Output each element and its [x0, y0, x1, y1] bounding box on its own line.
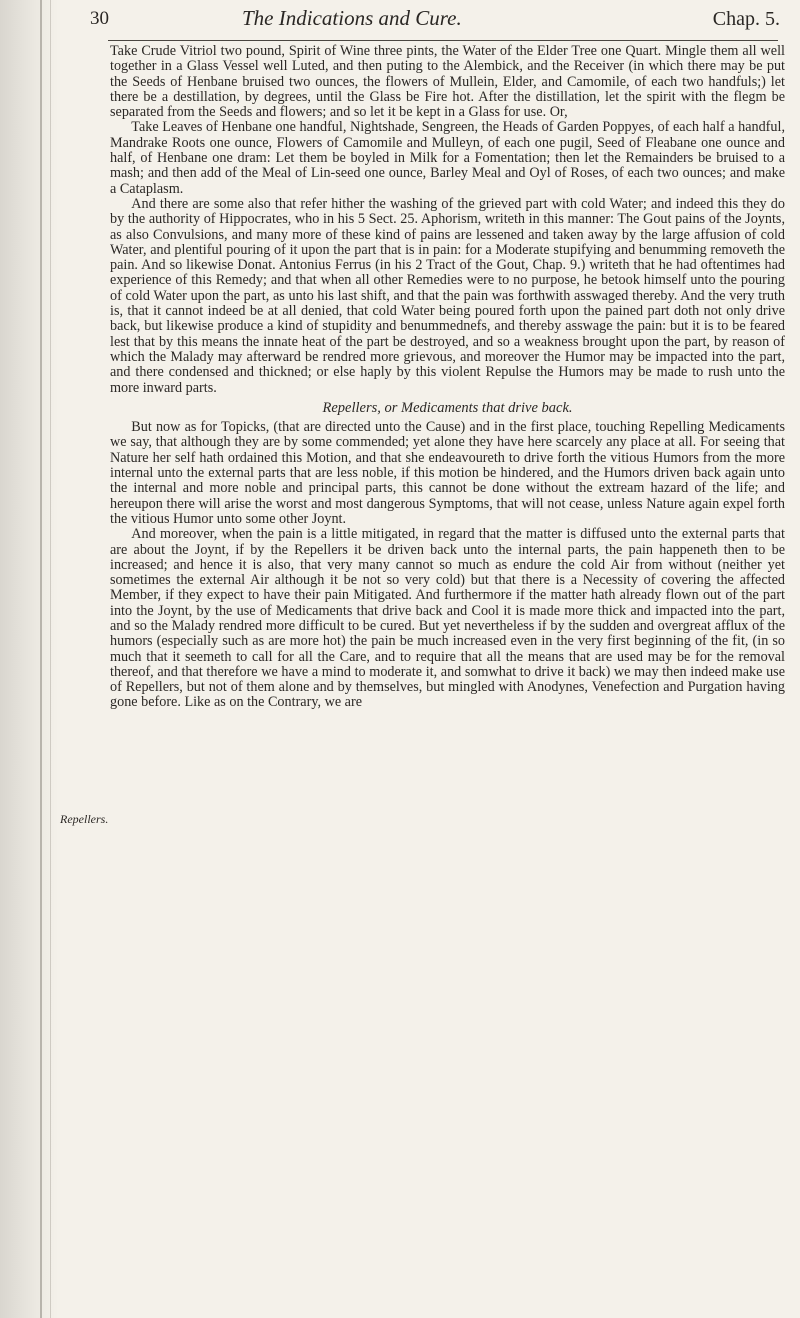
paragraph-cold-water: And there are some also that refer hither the washing of the grieved part with cold Water; and indeed this they do by the authority of Hippocrates, who in his 5 Sect. 25. Aphorism, writeth in this manner: The Gout pains of the Joynts, as also Convulsions, and many more of these kind of pains are lessened and taken away by the large affusion of cold Water, and plentiful pouring of it upon the part that is in pain: for a Moderate stupifying and benumming removeth the pain. And so likewise Donat. Antonius Ferrus (in his 2 Tract of the Gout, Chap. 9.) writeth that he had oftentimes had experience of this Remedy; and that when all other Remedies were to no purpose, he betook himself unto the pouring of cold Water upon the part, as unto his last shift, and that the pain was forthwith asswaged thereby. And the very truth is, that it cannot indeed be at all denied, that cold Water being poured forth upon the pained part doth not only drive back, but likewise produce a kind of stupidity and benummednefs, and thereby asswage the pain: but it is to be feared lest that by this means the innate heat of the part be destroyed, and so a weakness brought upon the part, by reason of which the Malady may afterward be rendred more grievous, and moreover the Humor may be impacted into the part, and there condensed and thickned; or else haply by this violent Repulse the Humors may be made to rush unto the more inward parts. — [110, 195, 785, 396]
book-spine — [0, 0, 58, 1318]
spine-fold-line — [50, 0, 51, 1318]
running-title: The Indications and Cure. — [242, 6, 462, 30]
running-header — [90, 4, 780, 38]
section-heading: Repellers, or Medicaments that drive back. — [322, 399, 573, 416]
header-rule — [108, 40, 778, 41]
paragraph-recipe-vitriol: Take Crude Vitriol two pound, Spirit of Wine three pints, the Water of the Elder Tree one Quart. Mingle them all well together in a Glass Vessel well Luted, and then puting to the Alembick, and the Receiver (in which there may be put the Seeds of Henbane bruised two ounces, the flowers of Mullein, Elder, and Camomile, of each two handfuls;) let there be a destillation, by degrees, until the Glass be Fire hot. After the distillation, let the spirit with the flegm be separated from the Seeds and flowers; and so let it be kept in a Glass for use. Or, — [110, 43, 785, 121]
paragraph-topicks: But now as for Topicks, (that are directed unto the Cause) and in the first place, touching Repelling Medicaments we say, that although they are by some commended; yet alone they have here scarcely any place at all. For seeing that Nature her self hath ordained this Motion, and that she endeavoureth to drive forth the vitious Humors from the more internal unto the external parts that are less noble, if this motion be hindered, and the Humors driven back again unto the internal and more noble and principal parts, this cannot be done without the extream hazard of the life; and hereupon there will arise the worst and most dangerous Symptoms, that will not cease, unless Nature again expel forth the vitious Humor unto some other Joynt. — [110, 419, 785, 527]
page-number: 30 — [90, 8, 109, 29]
chapter-label: Chap. 5. — [712, 8, 780, 30]
body-text — [110, 44, 785, 711]
spine-fold-line — [40, 0, 42, 1318]
paragraph-mitigated-pain: And moreover, when the pain is a little mitigated, in regard that the matter is diffused unto the external parts that are about the Joynt, if by the Repellers it be driven back unto the internal parts, the pain happeneth then to be increased; and hence it is also, that very many cannot so much as endure the cold Air from without (neither yet sometimes the external Air although it be not so very cold) but that there is a Necessity of covering the affected Member, if they expect to have their pain Mitigated. And furthermore if the matter hath already flown out of the part into the Joynt, by the use of Medicaments that drive back and Cool it is made more thick and impacted into the part, and so the Malady rendred more difficult to be cured. But yet nevertheless if by the sudden and overgreat afflux of the humors (especially such as are more hot) the pain be much increased even in the very first beginning of the fit, (in so much that it seemeth to call for all the Care, and to require that all the means that are used may be for the removal thereof, and that therefore we have a mind to moderate it, and somwhat to drive it back) we may then indeed make use of Repellers, but not of them alone and by themselves, but mingled with Anodynes, Venefection and Purgation having gone before. Like as on the Contrary, we are — [110, 526, 785, 711]
paragraph-recipe-henbane: Take Leaves of Henbane one handful, Nightshade, Sengreen, the Heads of Garden Poppyes, of each half a handful, Mandrake Roots one ounce, Flowers of Camomile and Mulleyn, of each one pugil, Seed of Fleabane one ounce and half, of Henbane one dram: Let them be boyled in Milk for a Fomentation; then let the Remainders be bruised to a mash; and then add of the Meal of Lin-seed one ounce, Barley Meal and Oyl of Roses, of each two ounces; and make a Cataplasm. — [110, 119, 785, 197]
margin-note: Repellers. — [60, 812, 109, 826]
